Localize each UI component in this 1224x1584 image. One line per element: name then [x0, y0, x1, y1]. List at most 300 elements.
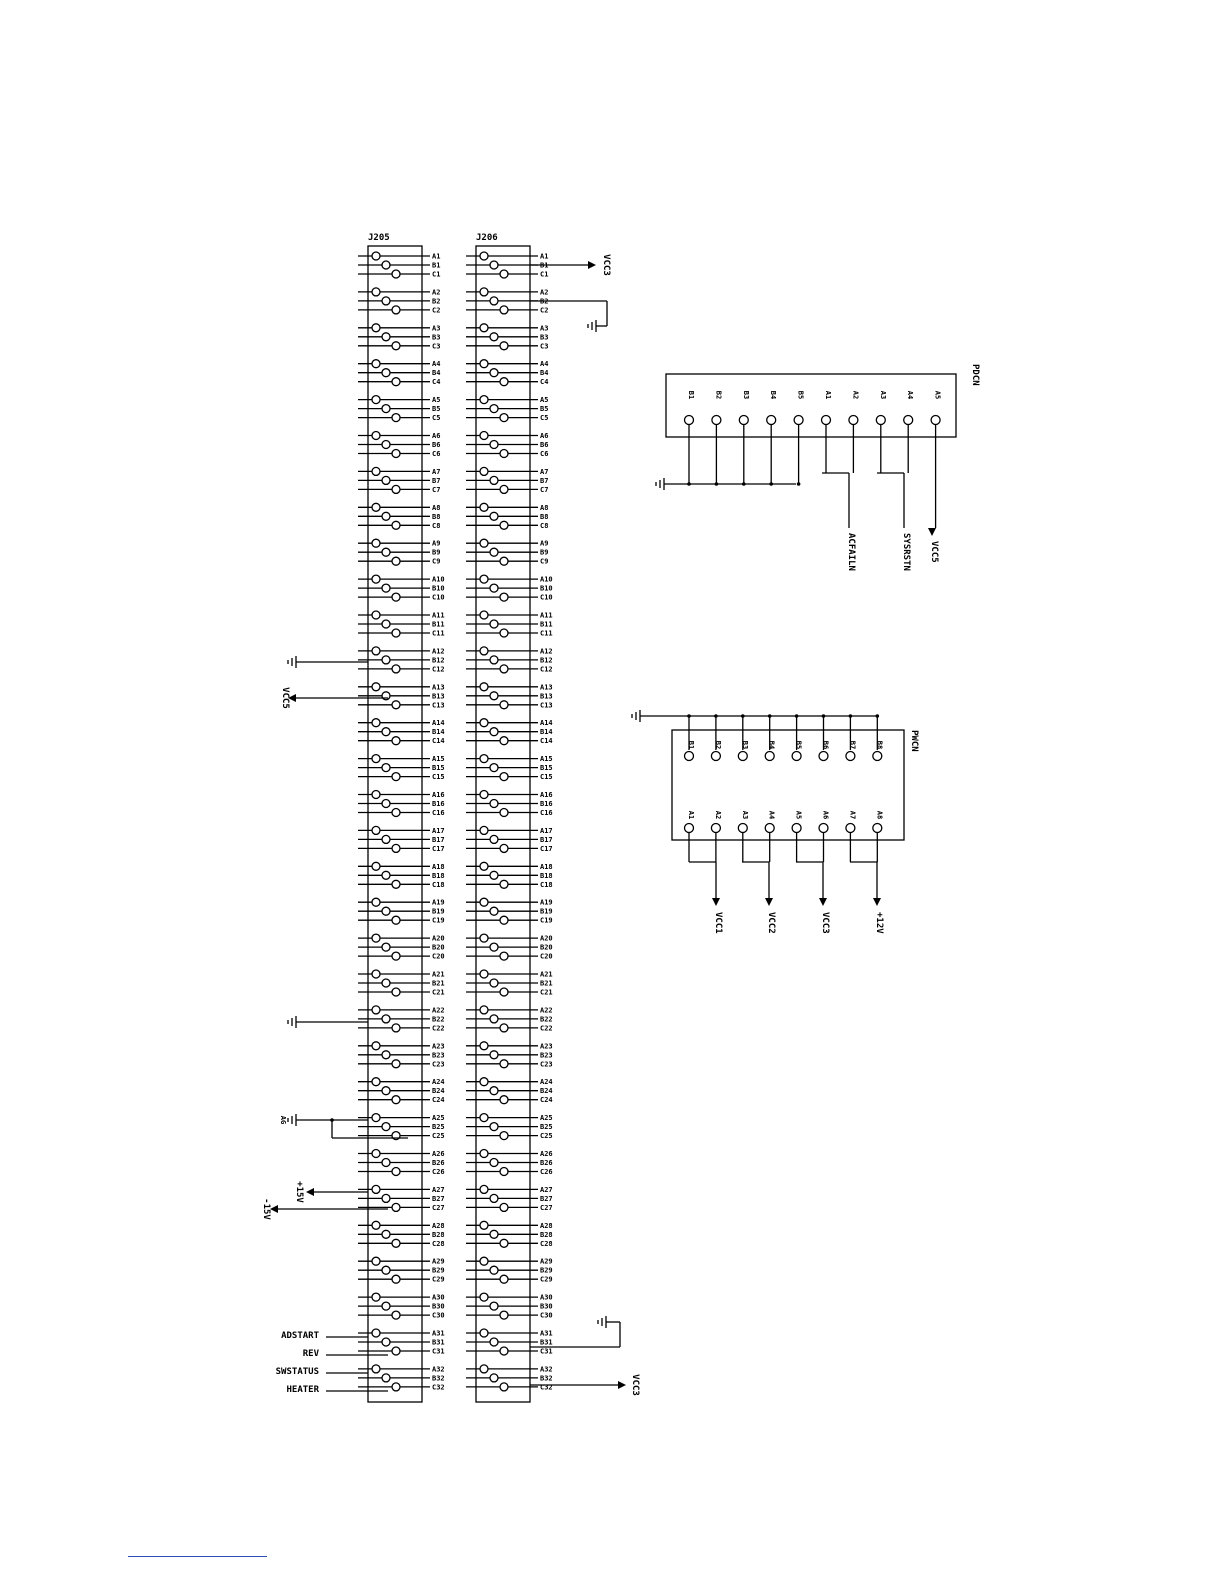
- j205-pin-label: C5: [432, 414, 441, 423]
- pdcn-pin-label: A5: [933, 390, 942, 400]
- j206-pin-contact: [500, 916, 508, 924]
- j205-pin-contact: [372, 1042, 380, 1050]
- j206-pin-label: B5: [540, 405, 549, 414]
- pdcn-pin-label: B3: [741, 390, 750, 400]
- j206-pin-label: C13: [540, 701, 553, 710]
- j206-pin-contact: [490, 1123, 498, 1131]
- j205-pin-label: C17: [432, 844, 445, 853]
- j205-pin-label: A29: [432, 1257, 445, 1266]
- j206-pin-label: C5: [540, 414, 549, 423]
- j206-pin-contact: [480, 288, 488, 296]
- j205-pin-label: A2: [432, 288, 441, 297]
- j205-pin-label: C28: [432, 1239, 445, 1248]
- j205-pin-label: A16: [432, 791, 445, 799]
- j206-pin-label: B8: [540, 512, 549, 521]
- j206-pin-contact: [480, 647, 488, 655]
- j205-pin-contact: [392, 1383, 400, 1391]
- vcc5-13-label: VCC5: [280, 687, 290, 709]
- pdcn-pin-contact: [876, 416, 885, 425]
- j206-pin-contact: [500, 1203, 508, 1211]
- j206-pin-label: C30: [540, 1311, 553, 1320]
- j206-pin-label: C11: [540, 629, 553, 638]
- j205-pin-label: C16: [432, 809, 445, 817]
- j206-pin-contact: [490, 405, 498, 413]
- pdcn-pin-contact: [904, 416, 913, 425]
- j205-pin-label: B30: [432, 1302, 445, 1311]
- j205-pin-contact: [372, 970, 380, 978]
- j206-pin-label: B17: [540, 835, 553, 844]
- j206-pin-contact: [490, 1230, 498, 1238]
- j206-pin-contact: [480, 826, 488, 834]
- pin-group: [358, 898, 553, 925]
- j205-pin-contact: [382, 1338, 390, 1346]
- j205-pin-contact: [372, 1257, 380, 1265]
- vcc3-bottom-label: VCC3: [630, 1374, 640, 1396]
- j205-pin-label: A13: [432, 683, 445, 692]
- j205-pin-contact: [372, 826, 380, 834]
- j206-pin-contact: [500, 880, 508, 888]
- j206-pin-label: C14: [540, 737, 553, 746]
- j206-pin-contact: [480, 539, 488, 547]
- j206-pin-label: C1: [540, 270, 549, 279]
- j205-pin-contact: [382, 441, 390, 449]
- j206-pin-contact: [490, 1051, 498, 1059]
- pin-group: [358, 432, 548, 459]
- pwcn-top-pin-label: B1: [687, 740, 695, 750]
- pdcn-signal-acfailn: ACFAILN: [846, 533, 856, 571]
- pwcn-top-pin-contact: [873, 752, 882, 761]
- pwcn-bottom-pin-label: A1: [687, 810, 695, 820]
- j205-pin-label: B10: [432, 584, 445, 593]
- j206-pin-label: B11: [540, 620, 553, 629]
- pdcn-pin-label: B2: [714, 390, 723, 400]
- pdcn-pin-contact: [712, 416, 721, 425]
- j206-pin-contact: [490, 800, 498, 808]
- j205-pin-label: A24: [432, 1078, 445, 1087]
- j206-pin-label: A20: [540, 934, 553, 943]
- pin-group: [358, 862, 553, 889]
- pin-group: [358, 1329, 553, 1356]
- j205-pin-label: C3: [432, 342, 441, 351]
- j206-pin-label: B16: [540, 800, 553, 808]
- j205-pin-contact: [382, 1159, 390, 1167]
- j206-pin-contact: [490, 1159, 498, 1167]
- pin-group: [358, 1365, 553, 1392]
- j205-pin-label: C12: [432, 665, 445, 674]
- j205-pin-contact: [392, 593, 400, 601]
- j206-pin-contact: [480, 862, 488, 870]
- j206-pin-label: C20: [540, 952, 553, 961]
- j206-pin-label: A3: [540, 324, 549, 333]
- j205-pin-contact: [372, 503, 380, 511]
- j205-pin-label: C14: [432, 737, 445, 746]
- pdcn-signal-vcc5: VCC5: [929, 541, 939, 563]
- footer-rule: [128, 1556, 267, 1557]
- j205-pin-contact: [382, 512, 390, 520]
- pin-group: [358, 791, 553, 818]
- j206-pin-contact: [500, 593, 508, 601]
- adstart-label: ADSTART: [281, 1331, 319, 1341]
- j206-pin-contact: [480, 324, 488, 332]
- j206-pin-label: B19: [540, 907, 553, 916]
- j205-pin-label: B15: [432, 764, 445, 773]
- pin-group: [358, 934, 553, 961]
- j206-pin-contact: [480, 683, 488, 691]
- j205-pin-label: C29: [432, 1275, 445, 1284]
- j206-pin-label: C26: [540, 1168, 553, 1176]
- swstatus-label: SWSTATUS: [275, 1367, 319, 1377]
- j206-pin-label: B24: [540, 1087, 553, 1096]
- j205-pin-contact: [372, 288, 380, 296]
- pwcn-bottom-pin-contact: [765, 824, 774, 833]
- j206-pin-contact: [490, 907, 498, 915]
- pwcn-top-pin-contact: [685, 752, 694, 761]
- j206-pin-label: B7: [540, 476, 549, 485]
- j206-pin-label: C32: [540, 1383, 553, 1392]
- pin-group: [358, 252, 548, 279]
- heater-label: HEATER: [286, 1385, 319, 1395]
- pdcn-title: PDCN: [970, 364, 980, 386]
- j206-pin-label: A8: [540, 503, 549, 512]
- j205-pin-contact: [372, 324, 380, 332]
- pdcn-pin-contact: [794, 416, 803, 425]
- j206-pin-contact: [500, 270, 508, 278]
- j205-pin-contact: [372, 611, 380, 619]
- pin-group: [358, 683, 553, 710]
- j205-pin-contact: [372, 1329, 380, 1337]
- j205-pin-contact: [372, 432, 380, 440]
- j206-pin-label: B9: [540, 548, 549, 557]
- j206-pin-label: C7: [540, 485, 549, 494]
- pwcn-top-pin-contact: [846, 752, 855, 761]
- j206-pin-contact: [500, 342, 508, 350]
- pwcn-signal-plus12v: +12V: [874, 912, 884, 934]
- j205-pin-label: A14: [432, 719, 445, 728]
- j205-pin-label: C9: [432, 557, 441, 566]
- j205-pin-label: A26: [432, 1150, 445, 1158]
- j205-pin-label: B11: [432, 620, 445, 629]
- j205-pin-label: C1: [432, 270, 441, 279]
- pwcn-top-pin-label: B6: [821, 740, 830, 750]
- j205-pin-contact: [372, 1078, 380, 1086]
- j205-pin-label: C25: [432, 1132, 445, 1141]
- j205-pin-contact: [392, 844, 400, 852]
- pwcn-bottom-pin-label: A7: [848, 810, 857, 820]
- pin-group: [358, 755, 553, 782]
- j205-pin-label: B27: [432, 1194, 445, 1203]
- j205-pin-contact: [382, 835, 390, 843]
- j205-pin-label: B7: [432, 476, 441, 485]
- j206-pin-contact: [480, 755, 488, 763]
- j205-pin-contact: [392, 1024, 400, 1032]
- pin-group: [358, 288, 548, 315]
- j206-pin-contact: [480, 898, 488, 906]
- j206-pin-label: C24: [540, 1096, 553, 1105]
- j205-pin-contact: [382, 1051, 390, 1059]
- j205-pin-label: C2: [432, 306, 441, 315]
- j206-pin-label: C3: [540, 342, 549, 351]
- j205-pin-contact: [392, 414, 400, 422]
- j205-pin-contact: [372, 1185, 380, 1193]
- pwcn-bottom-pin-contact: [711, 824, 720, 833]
- j206-pin-label: A22: [540, 1006, 553, 1015]
- j206-pin-contact: [500, 306, 508, 314]
- j205-pin-contact: [382, 476, 390, 484]
- j205-pin-contact: [372, 898, 380, 906]
- j205-pin-label: A11: [432, 611, 445, 620]
- pin-group: [358, 970, 553, 997]
- j206-pin-contact: [480, 611, 488, 619]
- j205-pin-label: A22: [432, 1006, 445, 1015]
- j206-pin-label: A21: [540, 970, 553, 979]
- j206-pin-contact: [500, 1239, 508, 1247]
- j205-pin-label: C31: [432, 1347, 445, 1356]
- pin-group: [358, 1006, 553, 1033]
- j205-pin-label: B22: [432, 1015, 445, 1024]
- j205-pin-contact: [372, 360, 380, 368]
- j205-pin-label: A18: [432, 862, 445, 871]
- j206-pin-label: B13: [540, 692, 553, 701]
- j205-pin-contact: [382, 1266, 390, 1274]
- j205-pin-label: A17: [432, 826, 445, 835]
- j206-pin-contact: [490, 584, 498, 592]
- j206-pin-contact: [480, 1293, 488, 1301]
- j205-pin-contact: [372, 539, 380, 547]
- j205-pin-label: A25: [432, 1114, 445, 1123]
- j206-pin-contact: [480, 1042, 488, 1050]
- j206-pin-contact: [490, 979, 498, 987]
- j206-pin-label: C6: [540, 450, 549, 458]
- j206-pin-label: C8: [540, 521, 549, 530]
- pwcn-bottom-pin-contact: [792, 824, 801, 833]
- pwcn-top-pin-label: B8: [875, 740, 884, 750]
- j206-pin-label: A13: [540, 683, 553, 692]
- j206-pin-contact: [480, 1114, 488, 1122]
- j205-pin-label: C19: [432, 916, 445, 925]
- j205-pin-label: B20: [432, 943, 445, 952]
- j205-pin-label: A4: [432, 360, 441, 369]
- j206-pin-contact: [500, 1096, 508, 1104]
- minus15-27-label: -15V: [261, 1198, 271, 1220]
- j206-pin-label: A25: [540, 1114, 553, 1123]
- j205-pin-label: C11: [432, 629, 445, 638]
- vcc3-top-label: VCC3: [601, 254, 611, 276]
- j206-pin-contact: [500, 988, 508, 996]
- j206-pin-contact: [490, 728, 498, 736]
- pin-group: [358, 1042, 553, 1069]
- j206-pin-label: B2: [540, 297, 549, 306]
- pdcn-pin-label: B4: [769, 390, 778, 400]
- j205-pin-contact: [382, 907, 390, 915]
- pin-group: [358, 539, 548, 566]
- j206-pin-contact: [480, 1365, 488, 1373]
- j205-pin-contact: [372, 575, 380, 583]
- j205-pin-label: B12: [432, 656, 445, 665]
- j205-pin-contact: [372, 791, 380, 799]
- j206-pin-label: B27: [540, 1194, 553, 1203]
- j206-pin-contact: [490, 1266, 498, 1274]
- j206-pin-contact: [480, 791, 488, 799]
- j205-pin-label: C8: [432, 521, 441, 530]
- pin-group: [358, 719, 553, 746]
- j206-pin-label: B28: [540, 1230, 553, 1239]
- j205-pin-contact: [392, 916, 400, 924]
- j206-pin-contact: [480, 360, 488, 368]
- j205-pin-label: C21: [432, 988, 445, 997]
- j206-pin-contact: [500, 844, 508, 852]
- j206-pin-contact: [500, 1347, 508, 1355]
- j205-pin-contact: [382, 584, 390, 592]
- j206-pin-contact: [490, 871, 498, 879]
- j206-pin-label: C15: [540, 773, 553, 782]
- pin-group: [358, 396, 548, 423]
- j206-pin-label: C21: [540, 988, 553, 997]
- j206-pin-label: C22: [540, 1024, 553, 1033]
- j205-pin-label: C24: [432, 1096, 445, 1105]
- j205-pin-label: B9: [432, 548, 441, 557]
- j205-pin-label: C23: [432, 1060, 445, 1069]
- pwcn-top-pin-label: B3: [740, 740, 749, 750]
- pin-group: [358, 826, 553, 853]
- j205-pin-label: C27: [432, 1203, 445, 1212]
- pdcn-pin-contact: [739, 416, 748, 425]
- j206-pin-label: C4: [540, 378, 549, 387]
- j206-pin-contact: [490, 512, 498, 520]
- j205-pin-contact: [372, 467, 380, 475]
- j206-pin-label: B21: [540, 979, 553, 988]
- j205-pin-label: A5: [432, 396, 441, 405]
- j206-pin-contact: [500, 378, 508, 386]
- j206-pin-contact: [480, 934, 488, 942]
- j206-pin-contact: [480, 503, 488, 511]
- j206-pin-contact: [500, 1024, 508, 1032]
- j205-pin-label: A12: [432, 647, 445, 656]
- pwcn-bottom-pin-label: A5: [794, 810, 803, 820]
- j205-pin-label: A7: [432, 467, 441, 476]
- pin-group: [358, 1293, 553, 1320]
- j206-pin-contact: [490, 1015, 498, 1023]
- pwcn-top-pin-label: B5: [794, 740, 803, 750]
- pwcn-body: [672, 730, 904, 840]
- j206-pin-label: A10: [540, 575, 553, 584]
- j205-pin-contact: [382, 1194, 390, 1202]
- pwcn-bottom-pin-label: A4: [767, 810, 776, 820]
- j206-pin-contact: [490, 692, 498, 700]
- j205-pin-label: C15: [432, 773, 445, 782]
- j206-pin-label: B4: [540, 369, 549, 378]
- j206-pin-contact: [490, 1338, 498, 1346]
- j205-pin-label: B17: [432, 835, 445, 844]
- j206-pin-contact: [490, 1194, 498, 1202]
- j205-pin-label: B1: [432, 261, 441, 270]
- j205-pin-contact: [372, 862, 380, 870]
- j205-pin-label: B16: [432, 800, 445, 808]
- j205-pin-contact: [372, 683, 380, 691]
- j205-pin-label: B19: [432, 907, 445, 916]
- j205-pin-contact: [382, 728, 390, 736]
- pin-group: [358, 1221, 553, 1248]
- pin-group: [358, 647, 553, 674]
- pin-group: [358, 1257, 553, 1284]
- pwcn-top-pin-contact: [819, 752, 828, 761]
- j205-pin-label: B8: [432, 512, 441, 521]
- j205-pin-contact: [372, 755, 380, 763]
- j206-pin-label: A15: [540, 755, 553, 764]
- j205-pin-contact: [372, 1221, 380, 1229]
- j206-pin-label: B23: [540, 1051, 553, 1060]
- j206-pin-label: B3: [540, 333, 549, 342]
- j205-pin-label: B23: [432, 1051, 445, 1060]
- j206-pin-label: A9: [540, 539, 549, 548]
- j206-pin-contact: [500, 1168, 508, 1176]
- j205-pin-contact: [382, 871, 390, 879]
- j205-pin-contact: [372, 1006, 380, 1014]
- j205-pin-label: A30: [432, 1293, 445, 1302]
- j206-pin-contact: [490, 369, 498, 377]
- j205-pin-contact: [382, 333, 390, 341]
- pwcn-top-pin-contact: [711, 752, 720, 761]
- pwcn-bottom-pin-label: A3: [740, 810, 749, 820]
- j206-pin-contact: [490, 476, 498, 484]
- j205-pin-contact: [392, 1347, 400, 1355]
- j206-pin-label: B30: [540, 1302, 553, 1311]
- pwcn-bottom-pin-label: A2: [713, 810, 722, 820]
- j205-pin-contact: [392, 521, 400, 529]
- j206-pin-label: A5: [540, 396, 549, 405]
- j206-pin-label: A1: [540, 252, 549, 261]
- j205-pin-label: A28: [432, 1221, 445, 1230]
- j205-pin-label: B21: [432, 979, 445, 988]
- j206-pin-contact: [500, 665, 508, 673]
- j205-pin-label: B3: [432, 333, 441, 342]
- j206-pin-label: A23: [540, 1042, 553, 1051]
- j206-pin-contact: [500, 773, 508, 781]
- j206-pin-label: C19: [540, 916, 553, 925]
- j205-pin-contact: [372, 1150, 380, 1158]
- j205-pin-contact: [392, 1168, 400, 1176]
- pwcn-signal-vcc3: VCC3: [820, 912, 830, 934]
- j205-pin-contact: [382, 1123, 390, 1131]
- j205-pin-contact: [392, 1096, 400, 1104]
- j206-pin-contact: [480, 1257, 488, 1265]
- pdcn-pin-contact: [849, 416, 858, 425]
- j205-title: J205: [368, 233, 390, 243]
- j205-pin-label: A1: [432, 252, 441, 261]
- pwcn-bottom-pin-label: A8: [875, 810, 884, 820]
- j206-pin-contact: [490, 620, 498, 628]
- j205-pin-label: C26: [432, 1168, 445, 1176]
- j205-pin-label: B2: [432, 297, 441, 306]
- pwcn-signal-vcc2: VCC2: [766, 912, 776, 934]
- j206-pin-label: B26: [540, 1159, 553, 1167]
- j205-pin-label: B18: [432, 871, 445, 880]
- j206-pin-label: B14: [540, 728, 553, 737]
- j205-pin-label: A32: [432, 1365, 445, 1374]
- j205-pin-contact: [382, 943, 390, 951]
- pwcn-bottom-pin-contact: [685, 824, 694, 833]
- pwcn-top-pin-label: B7: [848, 740, 857, 750]
- j205-pin-contact: [392, 629, 400, 637]
- j206-pin-label: B32: [540, 1374, 553, 1383]
- j205-pin-label: B28: [432, 1230, 445, 1239]
- j205-pin-contact: [392, 1311, 400, 1319]
- j205-pin-contact: [372, 647, 380, 655]
- pwcn-top-pin-contact: [765, 752, 774, 761]
- j206-pin-contact: [490, 333, 498, 341]
- j206-pin-label: C25: [540, 1132, 553, 1141]
- pwcn-bottom-pin-contact: [846, 824, 855, 833]
- pdcn-pin-contact: [767, 416, 776, 425]
